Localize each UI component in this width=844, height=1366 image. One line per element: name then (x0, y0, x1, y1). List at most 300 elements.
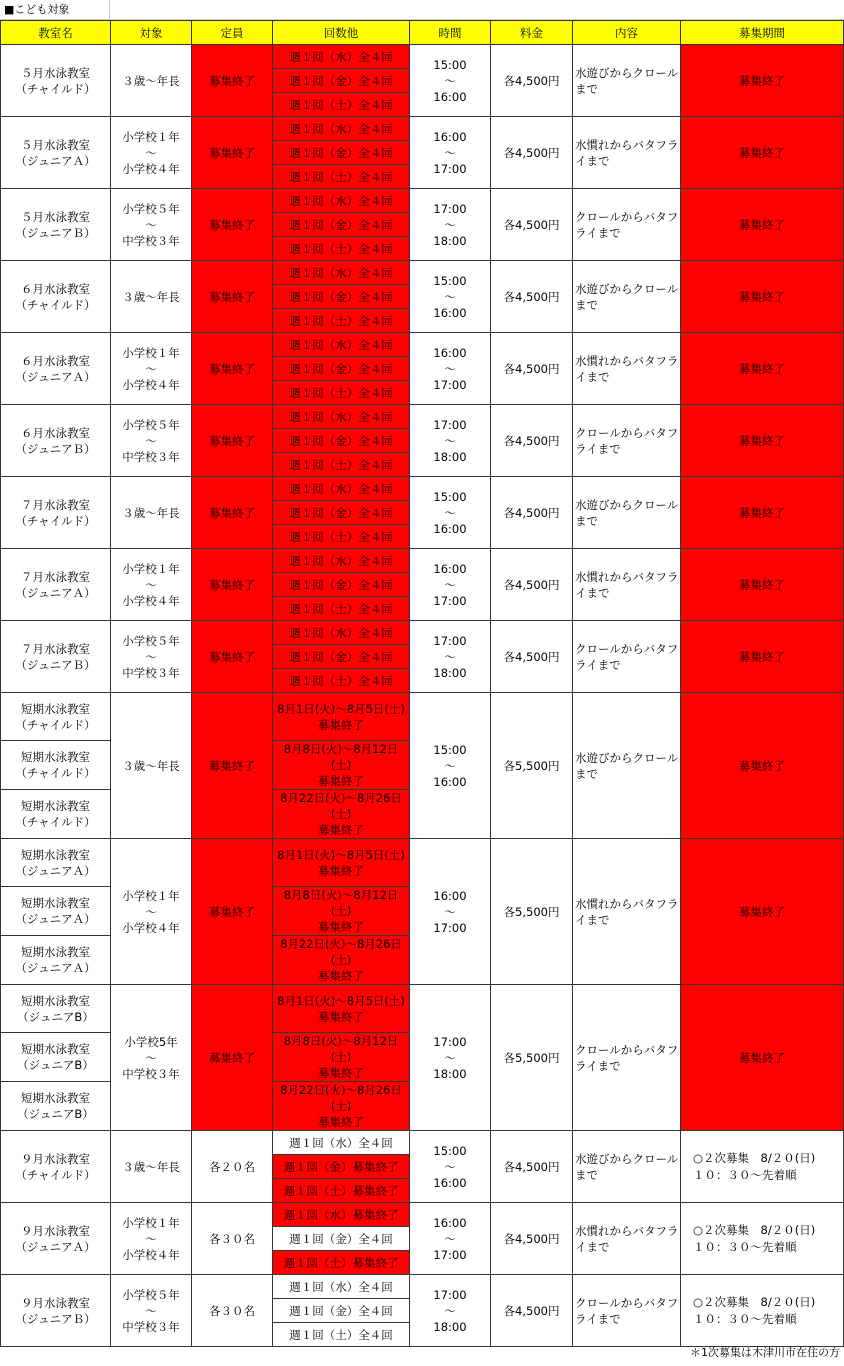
content-cell: 水慣れからバタフライまで (573, 117, 681, 189)
period-cell-line: ○２次募集 8/２０(日) (693, 1222, 816, 1237)
time-cell-line: 17:00 (433, 201, 467, 216)
class-name-cell-line: （ジュニアＡ） (15, 585, 96, 600)
class-name-cell-line: （チャイルド） (15, 766, 96, 780)
period-cell (681, 985, 844, 1131)
time-cell-line: 17:00 (433, 161, 467, 176)
session-cell-line: 募集終了 (318, 1009, 364, 1024)
capacity-cell: 募集終了 (192, 693, 273, 839)
target-cell (111, 477, 192, 549)
time-cell-line: ～ (444, 145, 456, 160)
session-cell: 週１回（金）全４回 (273, 357, 410, 381)
class-name-cell (1, 189, 111, 261)
time-cell (410, 261, 491, 333)
class-name-cell-line: 短期水泳教室 (21, 945, 90, 959)
session-cell: 週１回（金）全４回 (273, 285, 410, 309)
fee-cell: 各5,500円 (491, 693, 573, 839)
time-cell (410, 621, 491, 693)
session-cell-line: 8月8日(火)～8月12日(土) (283, 888, 399, 918)
class-name-cell-line: 短期水泳教室 (21, 1042, 90, 1056)
session-cell: 週１回（水）全４回 (273, 261, 410, 285)
session-cell: 週１回（土）全４回 (273, 453, 410, 477)
target-cell (111, 1203, 192, 1275)
session-cell-line: 募集終了 (318, 774, 364, 788)
target-cell-line: 小学校１年 (122, 561, 180, 576)
table-row (1, 621, 844, 645)
class-name-cell (1, 261, 111, 333)
table-row (1, 549, 844, 573)
session-cell: 週１回（水）全４回 (273, 477, 410, 501)
time-cell-line: ～ (444, 1159, 456, 1174)
time-cell-line: ～ (444, 73, 456, 88)
class-name-cell-line: 短期水泳教室 (21, 799, 90, 813)
class-name-cell-line: ６月水泳教室 (21, 425, 90, 440)
class-name-cell (1, 1203, 111, 1275)
class-name-cell-line: （ジュニアＢ） (15, 1311, 96, 1326)
session-cell-line: 8月8日(火)～8月12日(土) (283, 742, 399, 772)
time-cell-line: ～ (444, 289, 456, 304)
target-cell-line: 小学校４年 (122, 377, 180, 392)
target-cell-line: 小学校５年 (122, 633, 180, 648)
time-cell (410, 189, 491, 261)
period-cell (681, 405, 844, 477)
period-cell-line: 募集終了 (739, 1050, 785, 1065)
class-name-cell-line: （チャイルド） (15, 297, 96, 312)
header-sessions: 回数他 (273, 21, 410, 45)
session-cell: 週１回（土）全４回 (273, 93, 410, 117)
target-cell (111, 1275, 192, 1347)
content-cell: 水慣れからバタフライまで (573, 839, 681, 985)
session-cell: 週１回（金）全４回 (273, 645, 410, 669)
time-cell (410, 333, 491, 405)
class-name-cell-line: 短期水泳教室 (21, 993, 90, 1008)
fee-cell: 各4,500円 (491, 1131, 573, 1203)
target-cell-line: ～ (145, 904, 157, 919)
capacity-cell: 募集終了 (192, 261, 273, 333)
content-cell: クロールからバタフライまで (573, 1275, 681, 1347)
time-cell-line: 15:00 (433, 742, 467, 757)
class-name-cell-line: （チャイルド） (15, 1167, 96, 1182)
header-fee: 料金 (491, 21, 573, 45)
period-cell-line: １０：３０～先着順 (693, 1311, 797, 1326)
fee-cell: 各5,500円 (491, 985, 573, 1131)
target-cell-line: ～ (145, 1231, 157, 1246)
table-row (1, 1131, 844, 1155)
target-cell-line: ３歳～年長 (122, 1159, 180, 1174)
target-cell-line: 小学校５年 (122, 1287, 180, 1302)
time-cell-line: ～ (444, 505, 456, 520)
class-name-cell-line: （ジュニアＡ） (15, 369, 96, 384)
class-name-cell-line: ９月水泳教室 (21, 1151, 90, 1166)
period-cell (681, 477, 844, 549)
session-cell: 週１回（金）全４回 (273, 141, 410, 165)
class-name-cell-line: （ジュニアＢ） (15, 657, 96, 672)
time-cell-line: 18:00 (433, 233, 467, 248)
session-cell: 週１回（水）全４回 (273, 621, 410, 645)
class-name-cell-line: （ジュニアB） (17, 1107, 94, 1121)
target-cell-line: 小学校５年 (122, 201, 180, 216)
class-name-cell-line: （ジュニアＢ） (15, 441, 96, 456)
target-cell-line: ～ (145, 145, 157, 160)
class-name-cell (1, 839, 111, 887)
time-cell-line: 17:00 (433, 593, 467, 608)
time-cell-line: ～ (444, 904, 456, 919)
table-row (1, 693, 844, 741)
target-cell-line: 小学校１年 (122, 888, 180, 903)
time-cell (410, 839, 491, 985)
session-cell: 週１回（土）募集終了 (273, 1179, 410, 1203)
class-name-cell-line: （チャイルド） (15, 81, 96, 96)
period-cell-line: 募集終了 (739, 577, 785, 592)
capacity-cell: 各２０名 (192, 1131, 273, 1203)
time-cell-line: 16:00 (433, 774, 467, 789)
session-cell: 週１回（土）全４回 (273, 381, 410, 405)
target-cell-line: ～ (145, 1303, 157, 1318)
time-cell (410, 405, 491, 477)
class-name-cell-line: （チャイルド） (15, 717, 96, 732)
target-cell-line: ３歳～年長 (122, 289, 180, 304)
target-cell-line: 小学校４年 (122, 920, 180, 935)
fee-cell: 各4,500円 (491, 1275, 573, 1347)
time-cell-line: 16:00 (433, 129, 467, 144)
period-cell-line: 募集終了 (739, 758, 785, 773)
target-cell-line: 小学校４年 (122, 593, 180, 608)
time-cell (410, 1131, 491, 1203)
capacity-cell: 募集終了 (192, 189, 273, 261)
capacity-cell: 募集終了 (192, 477, 273, 549)
class-name-cell (1, 477, 111, 549)
session-cell (273, 790, 410, 839)
period-cell (681, 621, 844, 693)
period-cell-line: 募集終了 (739, 217, 785, 232)
time-cell (410, 985, 491, 1131)
class-name-cell-line: ７月水泳教室 (21, 569, 90, 584)
period-cell (681, 117, 844, 189)
content-cell: 水遊びからクロールまで (573, 693, 681, 839)
time-cell (410, 477, 491, 549)
fee-cell: 各4,500円 (491, 261, 573, 333)
class-name-cell-line: （チャイルド） (15, 815, 96, 829)
period-cell-line: 募集終了 (739, 145, 785, 160)
table-row (1, 839, 844, 887)
target-cell-line: 中学校３年 (122, 665, 180, 680)
session-cell: 週１回（土）全４回 (273, 525, 410, 549)
target-cell (111, 693, 192, 839)
period-cell-line: 募集終了 (739, 73, 785, 88)
capacity-cell: 各３０名 (192, 1203, 273, 1275)
table-row (1, 477, 844, 501)
session-cell: 週１回（水）全４回 (273, 549, 410, 573)
class-name-cell (1, 790, 111, 839)
target-cell-line: 小学校４年 (122, 1247, 180, 1262)
content-cell: 水慣れからバタフライまで (573, 1203, 681, 1275)
session-cell (273, 741, 410, 790)
session-cell (273, 985, 410, 1033)
section-title: ■こども対象 (0, 0, 110, 20)
target-cell-line: 小学校１年 (122, 1215, 180, 1230)
capacity-cell: 募集終了 (192, 549, 273, 621)
target-cell-line: 小学校１年 (122, 345, 180, 360)
session-cell: 週１回（土）全４回 (273, 597, 410, 621)
session-cell-line: 8月22日(火)～8月26日(土) (280, 1083, 402, 1113)
class-name-cell (1, 693, 111, 741)
time-cell-line: 17:00 (433, 920, 467, 935)
session-cell: 週１回（土）全４回 (273, 1323, 410, 1347)
target-cell (111, 839, 192, 985)
class-name-cell-line: （ジュニアＡ） (15, 153, 96, 168)
session-cell: 週１回（金）全４回 (273, 573, 410, 597)
session-cell (273, 693, 410, 741)
header-class-name: 教室名 (1, 21, 111, 45)
target-cell-line: 中学校３年 (122, 449, 180, 464)
period-cell (681, 333, 844, 405)
session-cell-line: 募集終了 (318, 863, 364, 878)
class-name-cell (1, 333, 111, 405)
time-cell-line: 15:00 (433, 273, 467, 288)
target-cell-line: ～ (145, 361, 157, 376)
time-cell-line: ～ (444, 758, 456, 773)
target-cell-line: 小学校5年 (124, 1034, 178, 1049)
header-target: 対象 (111, 21, 192, 45)
target-cell-line: 中学校３年 (122, 233, 180, 248)
time-cell-line: ～ (444, 1050, 456, 1065)
sheet-top-row (0, 0, 844, 20)
time-cell-line: ～ (444, 433, 456, 448)
time-cell-line: 17:00 (433, 1287, 467, 1302)
capacity-cell: 募集終了 (192, 621, 273, 693)
session-cell: 週１回（水）全４回 (273, 117, 410, 141)
class-name-cell-line: （ジュニアＡ） (15, 1239, 96, 1254)
session-cell: 週１回（金）全４回 (273, 501, 410, 525)
session-cell: 週１回（水）全４回 (273, 1131, 410, 1155)
time-cell-line: 15:00 (433, 1143, 467, 1158)
table-body (1, 45, 844, 1347)
session-cell-line: 募集終了 (318, 920, 364, 934)
session-cell: 週１回（土）全４回 (273, 309, 410, 333)
target-cell-line: ３歳～年長 (122, 73, 180, 88)
time-cell-line: 17:00 (433, 377, 467, 392)
period-cell (681, 261, 844, 333)
period-cell-line: 募集終了 (739, 361, 785, 376)
content-cell: 水遊びからクロールまで (573, 477, 681, 549)
target-cell-line: ～ (145, 577, 157, 592)
session-cell-line: 募集終了 (318, 717, 364, 732)
class-name-cell-line: ７月水泳教室 (21, 497, 90, 512)
header-row (1, 21, 844, 45)
fee-cell: 各4,500円 (491, 117, 573, 189)
class-name-cell (1, 887, 111, 936)
fee-cell: 各5,500円 (491, 839, 573, 985)
table-row (1, 985, 844, 1033)
period-cell (681, 189, 844, 261)
class-name-cell (1, 1131, 111, 1203)
session-cell: 週１回（金）全４回 (273, 69, 410, 93)
content-cell: クロールからバタフライまで (573, 405, 681, 477)
time-cell (410, 117, 491, 189)
header-time: 時間 (410, 21, 491, 45)
target-cell (111, 549, 192, 621)
class-name-cell-line: ６月水泳教室 (21, 281, 90, 296)
period-cell-line: 募集終了 (739, 649, 785, 664)
time-cell-line: 18:00 (433, 1319, 467, 1334)
class-name-cell-line: ９月水泳教室 (21, 1223, 90, 1238)
fee-cell: 各4,500円 (491, 333, 573, 405)
session-cell-line: 募集終了 (318, 969, 364, 983)
period-cell-line: １０：３０～先着順 (693, 1167, 797, 1182)
time-cell-line: 16:00 (433, 888, 467, 903)
fee-cell: 各4,500円 (491, 405, 573, 477)
fee-cell: 各4,500円 (491, 549, 573, 621)
session-cell: 週１回（金）全４回 (273, 213, 410, 237)
time-cell-line: 17:00 (433, 417, 467, 432)
class-name-cell (1, 621, 111, 693)
period-cell-line: ○２次募集 8/２０(日) (693, 1294, 816, 1309)
class-name-cell (1, 45, 111, 117)
class-name-cell (1, 1082, 111, 1131)
time-cell-line: 16:00 (433, 1215, 467, 1230)
target-cell-line: 小学校１年 (122, 129, 180, 144)
target-cell (111, 261, 192, 333)
session-cell-line: 募集終了 (318, 1115, 364, 1129)
time-cell-line: ～ (444, 217, 456, 232)
content-cell: 水遊びからクロールまで (573, 45, 681, 117)
class-name-cell (1, 1033, 111, 1082)
header-period: 募集期間 (681, 21, 844, 45)
footnote: ＊1次募集は木津川市在住の方 (690, 1346, 840, 1359)
target-cell-line: ～ (145, 217, 157, 232)
session-cell: 週１回（水）全４回 (273, 333, 410, 357)
period-cell (681, 1131, 844, 1203)
class-name-cell (1, 1275, 111, 1347)
time-cell-line: ～ (444, 577, 456, 592)
target-cell-line: 中学校３年 (122, 1319, 180, 1334)
session-cell: 週１回（金）全４回 (273, 1299, 410, 1323)
class-name-cell (1, 117, 111, 189)
class-name-cell-line: （ジュニアＡ） (15, 961, 96, 975)
session-cell-line: 8月1日(火)～8月5日(土) (277, 993, 405, 1008)
period-cell (681, 45, 844, 117)
class-name-cell-line: ６月水泳教室 (21, 353, 90, 368)
session-cell (273, 839, 410, 887)
target-cell (111, 1131, 192, 1203)
class-name-cell (1, 405, 111, 477)
session-cell: 週１回（土）全４回 (273, 237, 410, 261)
session-cell-line: 8月1日(火)～8月5日(土) (277, 847, 405, 862)
content-cell: クロールからバタフライまで (573, 985, 681, 1131)
session-cell-line: 8月22日(火)～8月26日(土) (280, 937, 402, 967)
class-name-cell-line: ７月水泳教室 (21, 641, 90, 656)
period-cell (681, 1203, 844, 1275)
session-cell: 週１回（水）全４回 (273, 405, 410, 429)
session-cell (273, 887, 410, 936)
target-cell-line: 小学校４年 (122, 161, 180, 176)
class-name-cell-line: ５月水泳教室 (21, 65, 90, 80)
session-cell: 週１回（金）募集終了 (273, 1155, 410, 1179)
target-cell (111, 117, 192, 189)
time-cell-line: 18:00 (433, 665, 467, 680)
class-name-cell-line: （ジュニアB） (17, 1058, 94, 1072)
session-cell: 週１回（水）全４回 (273, 45, 410, 69)
content-cell: 水慣れからバタフライまで (573, 549, 681, 621)
target-cell-line: ３歳～年長 (122, 505, 180, 520)
class-name-cell (1, 936, 111, 985)
period-cell (681, 1275, 844, 1347)
class-name-cell-line: 短期水泳教室 (21, 701, 90, 716)
time-cell-line: ～ (444, 1303, 456, 1318)
target-cell (111, 45, 192, 117)
table-row (1, 117, 844, 141)
header-capacity: 定員 (192, 21, 273, 45)
target-cell (111, 333, 192, 405)
session-cell-line: 8月1日(火)～8月5日(土) (277, 701, 405, 716)
time-cell-line: 15:00 (433, 57, 467, 72)
table-row (1, 1275, 844, 1299)
table-row (1, 333, 844, 357)
class-name-cell-line: （ジュニアＢ） (15, 225, 96, 240)
time-cell-line: 16:00 (433, 521, 467, 536)
time-cell (410, 693, 491, 839)
session-cell: 週１回（土）全４回 (273, 669, 410, 693)
class-name-cell-line: （ジュニアＡ） (15, 863, 96, 878)
session-cell: 週１回（金）全４回 (273, 429, 410, 453)
fee-cell: 各4,500円 (491, 1203, 573, 1275)
capacity-cell: 募集終了 (192, 839, 273, 985)
capacity-cell: 募集終了 (192, 333, 273, 405)
time-cell-line: 18:00 (433, 1066, 467, 1081)
time-cell-line: 16:00 (433, 1175, 467, 1190)
time-cell (410, 549, 491, 621)
class-name-cell-line: ５月水泳教室 (21, 137, 90, 152)
class-name-cell-line: 短期水泳教室 (21, 1091, 90, 1105)
time-cell-line: 16:00 (433, 345, 467, 360)
period-cell-line: 募集終了 (739, 505, 785, 520)
class-name-cell (1, 741, 111, 790)
time-cell (410, 1203, 491, 1275)
target-cell-line: ～ (145, 649, 157, 664)
time-cell-line: 17:00 (433, 1247, 467, 1262)
time-cell (410, 45, 491, 117)
fee-cell: 各4,500円 (491, 189, 573, 261)
session-cell: 週１回（土）募集終了 (273, 1251, 410, 1275)
class-name-cell-line: （チャイルド） (15, 513, 96, 528)
period-cell (681, 549, 844, 621)
period-cell (681, 839, 844, 985)
fee-cell: 各4,500円 (491, 621, 573, 693)
session-cell: 週１回（土）全４回 (273, 165, 410, 189)
content-cell: クロールからバタフライまで (573, 621, 681, 693)
table-row (1, 45, 844, 69)
session-cell (273, 1082, 410, 1131)
fee-cell: 各4,500円 (491, 45, 573, 117)
session-cell-line: 募集終了 (318, 1066, 364, 1080)
target-cell-line: 中学校３年 (122, 1066, 180, 1081)
period-cell-line: 募集終了 (739, 904, 785, 919)
session-cell (273, 936, 410, 985)
class-name-cell-line: 短期水泳教室 (21, 750, 90, 764)
session-cell: 週１回（水）募集終了 (273, 1203, 410, 1227)
session-cell (273, 1033, 410, 1082)
target-cell (111, 985, 192, 1131)
session-cell: 週１回（水）全４回 (273, 189, 410, 213)
target-cell (111, 621, 192, 693)
table-row (1, 1203, 844, 1227)
session-cell-line: 8月22日(火)～8月26日(土) (280, 791, 402, 821)
time-cell-line: 16:00 (433, 89, 467, 104)
time-cell-line: 15:00 (433, 489, 467, 504)
class-name-cell-line: （ジュニアB） (17, 1009, 94, 1024)
session-cell-line: 8月8日(火)～8月12日(土) (283, 1034, 399, 1064)
capacity-cell: 募集終了 (192, 985, 273, 1131)
target-cell-line: ～ (145, 433, 157, 448)
